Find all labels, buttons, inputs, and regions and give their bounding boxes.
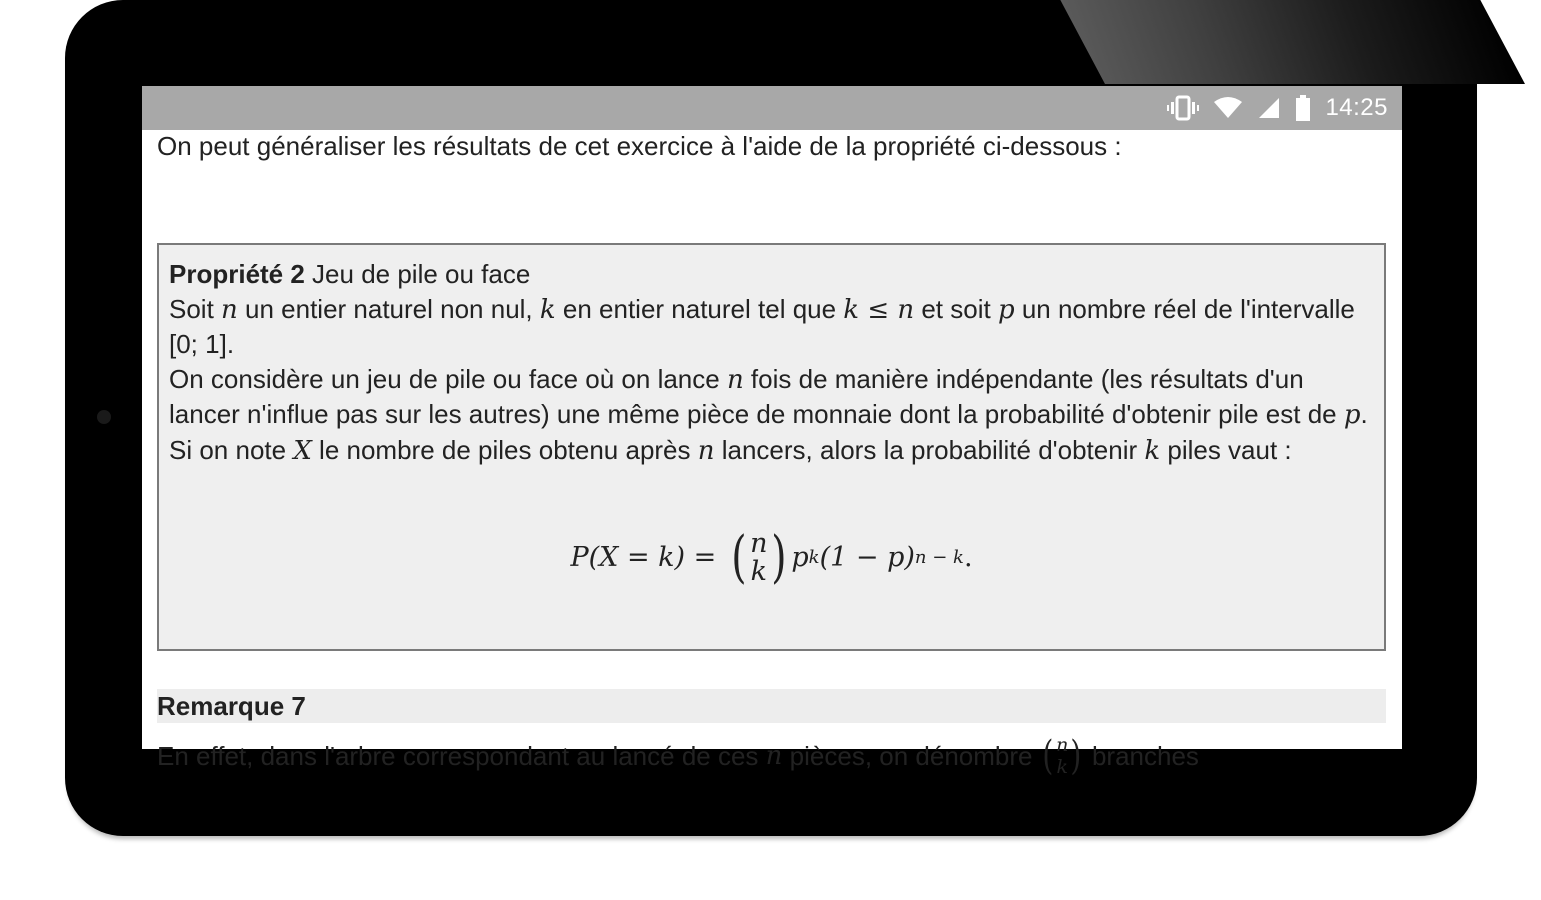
formula-exponent-k: k — [808, 546, 820, 568]
math-var: n — [697, 435, 715, 466]
status-clock: 14:25 — [1325, 94, 1388, 121]
text-run: fois de manière indépendante (les résultats d'un lancer n'influe pas sur les autres) une même pièce de monnaie dont la probabilité d'obtenir pile est de — [169, 363, 1344, 430]
text-run: pièces, on dénombre — [789, 741, 1033, 771]
property-title-bold: Propriété 2 — [169, 259, 305, 289]
text-run: branches — [1091, 741, 1199, 771]
text-run: en entier naturel tel que — [555, 293, 844, 324]
status-bar — [142, 86, 1402, 130]
formula-lhs: P(X = k) = — [570, 541, 717, 573]
math-var: n — [726, 364, 744, 395]
screen-glare — [1060, 0, 1525, 84]
binomial-bottom: k — [750, 556, 767, 587]
camera-dot — [97, 410, 111, 424]
math-var: n — [765, 741, 783, 771]
right-paren: ) — [770, 525, 787, 590]
text-run: et soit — [914, 293, 998, 324]
property-title — [169, 257, 1374, 292]
binomial-coefficient — [728, 525, 789, 590]
text-run: . Si on note — [169, 399, 1368, 465]
math-var: k — [539, 294, 556, 325]
property-box — [157, 243, 1386, 651]
text-run: le nombre de piles obtenu après — [311, 434, 698, 465]
formula-period: . — [963, 541, 973, 573]
wifi-icon — [1213, 96, 1243, 120]
device-screen — [142, 86, 1402, 779]
property-title-rest: Jeu de pile ou face — [304, 259, 531, 289]
binomial-bottom: k — [1056, 756, 1068, 778]
signal-icon — [1257, 96, 1281, 120]
remark-title: Remarque 7 — [157, 689, 1386, 723]
remark-text — [157, 732, 1199, 780]
math-var: p — [997, 294, 1015, 325]
intro-text: On peut généraliser les résultats de cet exercice à l'aide de la propriété ci-dessous : — [157, 131, 1122, 161]
vibrate-icon — [1167, 95, 1199, 121]
formula-one-minus-p: (1 − p) — [819, 541, 915, 573]
binomial-stack — [750, 530, 767, 586]
text-run: un nombre réel de l'intervalle [0; 1]. — [169, 293, 1355, 360]
math-var: X — [293, 435, 312, 466]
formula-exponent-n-minus-k: n − k — [914, 546, 964, 568]
binomial-stack — [1056, 734, 1068, 778]
battery-icon — [1295, 95, 1311, 121]
binomial-top: n — [750, 528, 768, 559]
text-run: En effet, dans l'arbre correspondant au lancé de ces — [157, 741, 759, 771]
remark-binomial — [1040, 734, 1083, 778]
binomial-formula — [159, 525, 1384, 590]
property-paragraph-2 — [169, 362, 1374, 469]
tablet-frame — [65, 0, 1477, 836]
math-expr: k ≤ n — [843, 294, 915, 325]
left-paren: ( — [1042, 733, 1054, 779]
math-var: k — [1144, 435, 1161, 466]
status-icons — [1167, 94, 1388, 122]
math-var: p — [1343, 400, 1361, 431]
text-run: On considère un jeu de pile ou face où on lance — [169, 363, 727, 394]
right-paren: ) — [1070, 733, 1082, 779]
text-run: lancers, alors la probabilité d'obtenir — [714, 434, 1145, 465]
text-run: piles vaut : — [1160, 434, 1292, 465]
math-var: n — [221, 294, 238, 325]
binomial-top: n — [1056, 734, 1069, 756]
text-run: Soit — [169, 293, 222, 324]
formula-base-p: p — [791, 541, 809, 573]
property-paragraph-1 — [169, 292, 1374, 362]
left-paren: ( — [731, 525, 747, 590]
text-run: un entier naturel non nul, — [237, 293, 540, 324]
